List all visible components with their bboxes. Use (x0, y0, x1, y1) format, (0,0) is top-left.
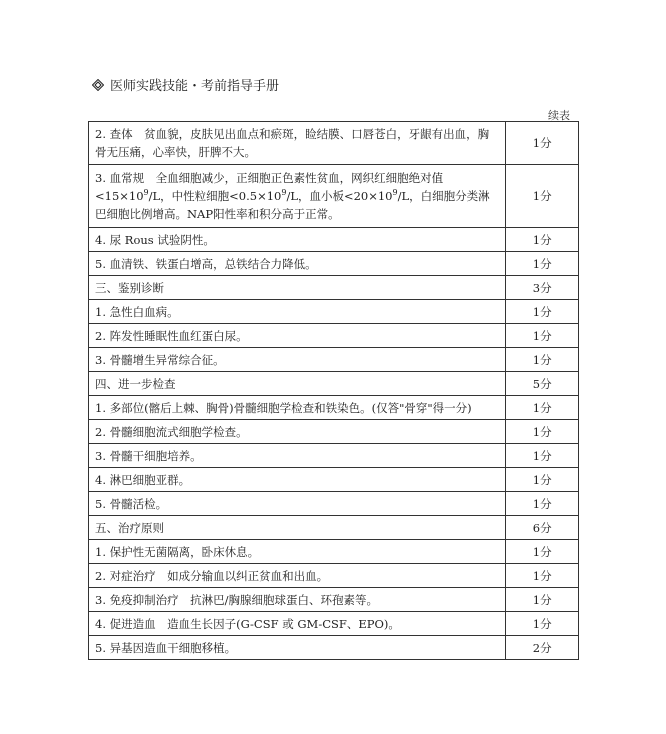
section-heading: 三、鉴别诊断 (89, 276, 506, 300)
table-row (89, 228, 579, 252)
row-text: 5. 异基因造血干细胞移植。 (89, 636, 506, 660)
table-row (89, 540, 579, 564)
table-row (89, 348, 579, 372)
row-text: 2. 阵发性睡眠性血红蛋白尿。 (89, 324, 506, 348)
row-score: 1分 (506, 324, 579, 348)
table-row (89, 300, 579, 324)
superscript: 9 (143, 188, 149, 198)
page-header (92, 75, 279, 94)
table-row (89, 564, 579, 588)
row-text: 4. 淋巴细胞亚群。 (89, 468, 506, 492)
table-row (89, 468, 579, 492)
row-score: 1分 (506, 252, 579, 276)
table-row (89, 324, 579, 348)
row-text: 3. 骨髓增生异常综合征。 (89, 348, 506, 372)
row-text: 2. 查体 贫血貌，皮肤见出血点和瘀斑，睑结膜、口唇苍白，牙龈有出血，胸骨无压痛，心率快，肝脾不大。 (89, 122, 506, 165)
scoring-table (88, 121, 579, 660)
table-row (89, 420, 579, 444)
row-score: 1分 (506, 122, 579, 165)
header-title: 医师实践技能・考前指导手册 (110, 79, 280, 94)
diamond-icon (92, 79, 104, 91)
row-text: 5. 骨髓活检。 (89, 492, 506, 516)
row-score: 1分 (506, 564, 579, 588)
row-text: 1. 急性白血病。 (89, 300, 506, 324)
table-row (89, 252, 579, 276)
row-score: 1分 (506, 348, 579, 372)
section-row (89, 516, 579, 540)
row-text: 1. 保护性无菌隔离，卧床休息。 (89, 540, 506, 564)
table-row (89, 396, 579, 420)
row-text: 1. 多部位(髂后上棘、胸骨)骨髓细胞学检查和铁染色。(仅答"骨穿"得一分) (89, 396, 506, 420)
superscript: 9 (281, 188, 287, 198)
row-score: 1分 (506, 420, 579, 444)
row-score: 1分 (506, 300, 579, 324)
section-heading: 五、治疗原则 (89, 516, 506, 540)
row-score: 1分 (506, 228, 579, 252)
blood-routine-text (95, 169, 499, 223)
text-part: /L，血小板<20×10 (286, 189, 393, 203)
row-text: 2. 骨髓细胞流式细胞学检查。 (89, 420, 506, 444)
text-part: /L，中性粒细胞<0.5×10 (148, 189, 282, 203)
row-score: 1分 (506, 444, 579, 468)
row-text: 3. 骨髓干细胞培养。 (89, 444, 506, 468)
row-score: 1分 (506, 396, 579, 420)
section-row (89, 276, 579, 300)
row-score: 6分 (506, 516, 579, 540)
row-text: 5. 血清铁、铁蛋白增高，总铁结合力降低。 (89, 252, 506, 276)
table-row (89, 636, 579, 660)
section-row (89, 372, 579, 396)
section-heading: 四、进一步检查 (89, 372, 506, 396)
row-score: 1分 (506, 165, 579, 228)
table-row (89, 444, 579, 468)
table-row (89, 612, 579, 636)
row-score: 1分 (506, 588, 579, 612)
row-score: 1分 (506, 468, 579, 492)
row-text (89, 165, 506, 228)
row-score: 5分 (506, 372, 579, 396)
row-text: 4. 促进造血 造血生长因子(G-CSF 或 GM-CSF、EPO)。 (89, 612, 506, 636)
row-score: 3分 (506, 276, 579, 300)
table-row (89, 165, 579, 228)
row-score: 1分 (506, 492, 579, 516)
text-part: 3. 血常规 全血细胞减少，正细胞正色素性贫血，网织红细胞绝对值<15×10 (95, 171, 444, 203)
row-score: 1分 (506, 540, 579, 564)
table-row (89, 492, 579, 516)
superscript: 9 (392, 188, 398, 198)
row-score: 1分 (506, 612, 579, 636)
row-score: 2分 (506, 636, 579, 660)
table-row (89, 122, 579, 165)
row-text: 4. 尿 Rous 试验阴性。 (89, 228, 506, 252)
row-text: 2. 对症治疗 如成分输血以纠正贫血和出血。 (89, 564, 506, 588)
table-row (89, 588, 579, 612)
continued-label: 续表 (548, 109, 570, 122)
text-part: /L，白细胞分类淋巴细胞比例增高。NAP阳性率和积分高于正常。 (95, 189, 490, 221)
row-text: 3. 免疫抑制治疗 抗淋巴/胸腺细胞球蛋白、环孢素等。 (89, 588, 506, 612)
